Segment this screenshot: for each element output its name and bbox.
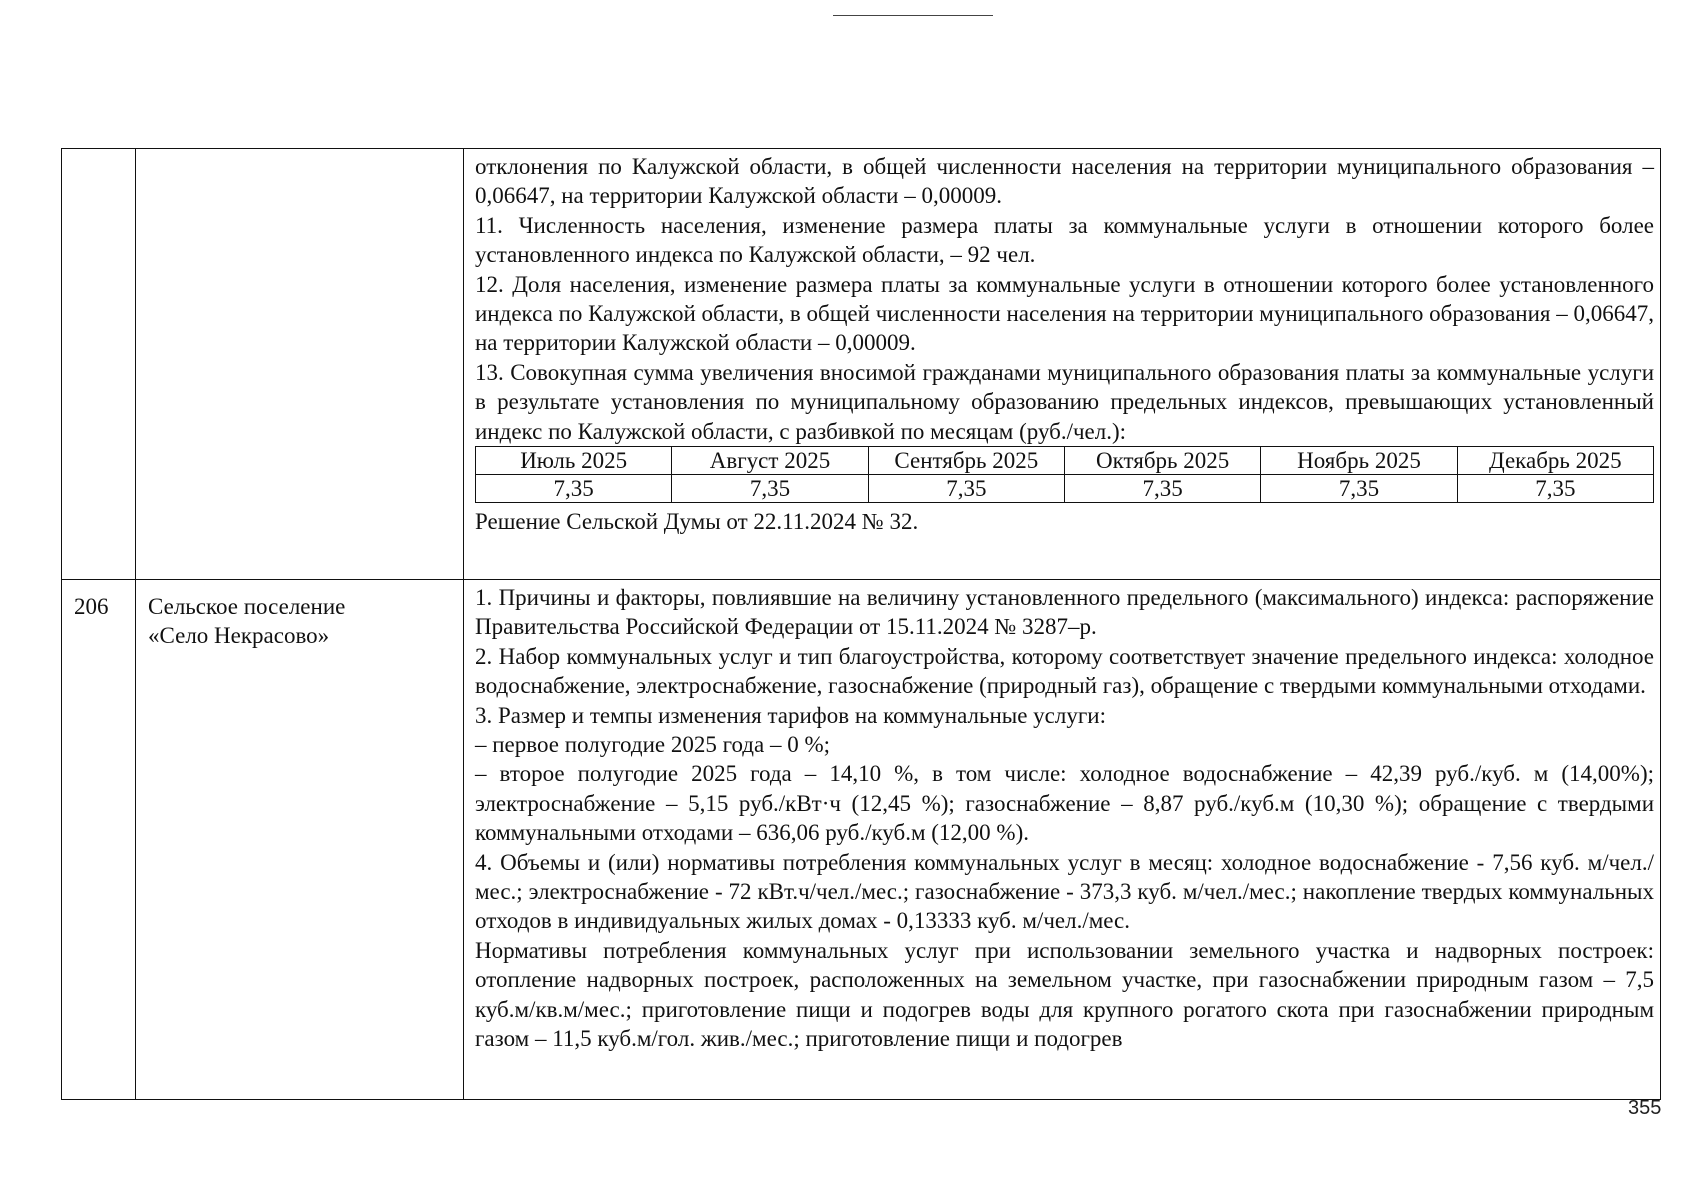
paragraph: – первое полугодие 2025 года – 0 %;	[475, 732, 831, 758]
month-value: 7,35	[1064, 475, 1260, 503]
page-number: 355	[1628, 1097, 1662, 1119]
paragraph: 2. Набор коммунальных услуг и тип благоустройства, которому соответствует значение предельного индекса: холодное водоснабжение, электроснабжение, газоснабжение (природный газ), обращение с твердыми коммунальными отходами.	[475, 643, 1654, 699]
paragraph: 4. Объемы и (или) нормативы потребления коммунальных услуг в месяц: холодное водоснабжение - 7,56 куб. м/чел./мес.; электроснабжение - 72 кВт.ч/чел./мес.; газоснабжение - 373,3 куб. м/чел./мес.; накопление твердых коммунальных отходов в индивидуальных жилых домах - 0,13333 куб. м/чел./мес.	[475, 849, 1654, 934]
month-value: 7,35	[1457, 475, 1653, 503]
municipality-name-line: Сельское поселение	[148, 594, 346, 619]
month-value: 7,35	[868, 475, 1064, 503]
municipality-name-line: «Село Некрасово»	[148, 623, 330, 648]
paragraph: 13. Совокупная сумма увеличения вносимой гражданами муниципального образования платы за коммунальные услуги в результате установления по муниципальному образованию предельных индексов, превышающих установленный индекс по Калужской области, с разбивкой по месяцам (руб./чел.):	[475, 359, 1654, 444]
month-header: Октябрь 2025	[1064, 447, 1260, 475]
paragraph: 11. Численность населения, изменение размера платы за коммунальные услуги в отношении которого более установленного индекса по Калужской области, – 92 чел.	[475, 212, 1654, 268]
monthly-increase-table	[475, 446, 1654, 503]
header-rule	[833, 15, 993, 16]
table-row	[62, 580, 1661, 1100]
month-header: Декабрь 2025	[1457, 447, 1653, 475]
row-number-cell	[62, 149, 136, 580]
municipality-name-cell	[136, 149, 464, 580]
paragraph: 3. Размер и темпы изменения тарифов на коммунальные услуги:	[475, 702, 1106, 728]
month-header: Август 2025	[672, 447, 868, 475]
month-value: 7,35	[1261, 475, 1457, 503]
month-header: Июль 2025	[476, 447, 672, 475]
months-value-row	[476, 475, 1654, 503]
month-value: 7,35	[672, 475, 868, 503]
row-number-cell: 206	[62, 580, 136, 1100]
paragraph: отклонения по Калужской области, в общей численности населения на территории муниципального образования – 0,06647, на территории Калужской области – 0,00009.	[475, 154, 1654, 209]
paragraph: 1. Причины и факторы, повлиявшие на величину установленного предельного (максимального) индекса: распоряжение Правительства Российской Федерации от 15.11.2024 № 3287–р.	[475, 585, 1654, 640]
month-header: Сентябрь 2025	[868, 447, 1064, 475]
decision-text: Решение Сельской Думы от 22.11.2024 № 32.	[475, 509, 919, 535]
table-row	[62, 149, 1661, 580]
details-cell	[464, 149, 1661, 580]
paragraph: Нормативы потребления коммунальных услуг при использовании земельного участка и надворных построек: отопление надворных построек, расположенных на земельном участке, при газоснабжении природным газом – 7,5 куб.м/кв.м/мес.; приготовление пищи и подогрев воды для крупного рогатого скота при газоснабжении природным газом – 11,5 куб.м/гол. жив./мес.; приготовление пищи и подогрев	[475, 937, 1654, 1052]
month-header: Ноябрь 2025	[1261, 447, 1457, 475]
months-header-row	[476, 447, 1654, 475]
municipal-index-table	[61, 148, 1661, 1100]
paragraph: – второе полугодие 2025 года – 14,10 %, в том числе: холодное водоснабжение – 42,39 руб./куб. м (14,00%); электроснабжение – 5,15 руб./кВт·ч (12,45 %); газоснабжение – 8,87 руб./куб.м (10,30 %); обращение с твердыми коммунальными отходами – 636,06 руб./куб.м (12,00 %).	[475, 761, 1654, 846]
municipality-name-cell	[136, 580, 464, 1100]
paragraph: 12. Доля населения, изменение размера платы за коммунальные услуги в отношении которого более установленного индекса по Калужской области, в общей численности населения на территории муниципального образования – 0,06647, на территории Калужской области – 0,00009.	[475, 271, 1654, 356]
details-cell	[464, 580, 1661, 1100]
month-value: 7,35	[476, 475, 672, 503]
